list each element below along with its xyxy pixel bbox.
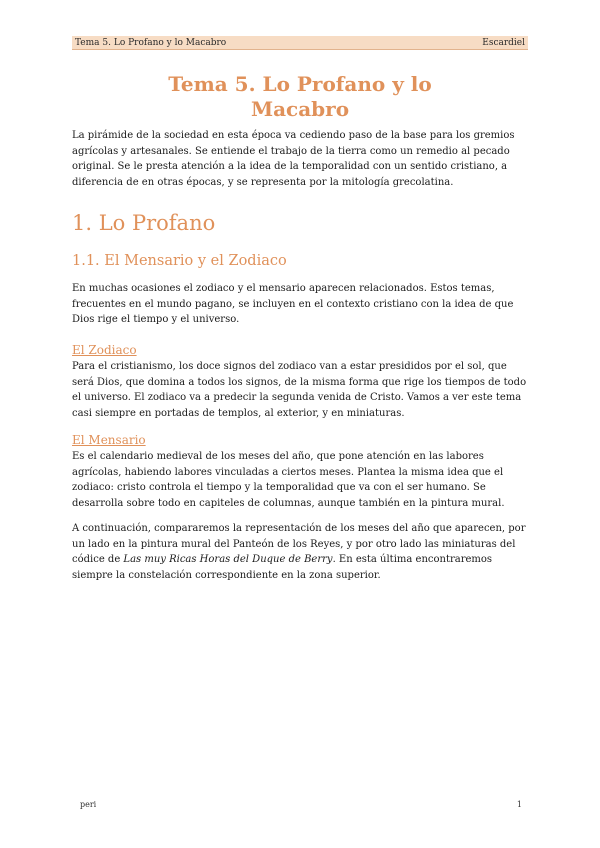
intro-paragraph: La pirámide de la sociedad en esta época va cediendo paso de la base para los gremios agrícolas y artesanales. Se entiende el trabajo de la tierra como un remedio al pecado original. Se le presta atención a la idea de la temporalidad con un sentido cristiano, a diferencia de en otras épocas, y se representa por la mitología grecolatina. [72, 130, 515, 188]
zodiaco-heading: El Zodiaco [72, 343, 137, 357]
codex-title: Las muy Ricas Horas del Duque de Berry [123, 554, 333, 565]
header-title: Tema 5. Lo Profano y lo Macabro [75, 38, 227, 48]
page-number: 1 [516, 800, 522, 809]
section-heading: 1. Lo Profano [72, 211, 216, 235]
page-footer [80, 800, 522, 809]
page-title [72, 72, 528, 122]
header-author: Escardiel [482, 38, 525, 48]
continuation-text-start: A continuación, compararemos la representación de los meses del año que aparecen, por un lado en la pintura mural del Panteón de los Reyes, y por otro lado las miniaturas del códice de [72, 523, 526, 565]
subsection-heading: 1.1. El Mensario y el Zodiaco [72, 253, 287, 269]
subsection-paragraph: En muchas ocasiones el zodiaco y el mensario aparecen relacionados. Estos temas, frecuentes en el mundo pagano, se incluyen en el contexto cristiano con la idea de que Dios rige el tiempo y el universo. [72, 283, 514, 325]
continuation-paragraph [72, 521, 528, 583]
running-header [72, 36, 528, 50]
page-title-line2: Macabro [250, 97, 350, 121]
mensario-heading: El Mensario [72, 433, 146, 447]
zodiaco-paragraph: Para el cristianismo, los doce signos del zodiaco van a estar presididos por el sol, que será Dios, que domina a todos los signos, de la misma forma que rige los tiempos de todo el universo. El zodiaco va a predecir la segunda venida de Cristo. Vamos a ver este tema casi siempre en portadas de templos, al exterior, y en miniaturas. [72, 361, 527, 419]
continuation-text-end: . En esta última encontraremos siempre la constelación correspondiente en la zona superior. [72, 554, 493, 581]
page-title-line1: Tema 5. Lo Profano y lo [168, 72, 432, 96]
footer-left: peri [80, 800, 97, 809]
mensario-paragraph: Es el calendario medieval de los meses del año, que pone atención en las labores agrícolas, habiendo labores vinculadas a ciertos meses. Plantea la misma idea que el zodiaco: cristo controla el tiempo y la temporalidad que va con el ser humano. Se desarrolla sobre todo en capiteles de columnas, aunque también en la pintura mural. [72, 451, 505, 509]
